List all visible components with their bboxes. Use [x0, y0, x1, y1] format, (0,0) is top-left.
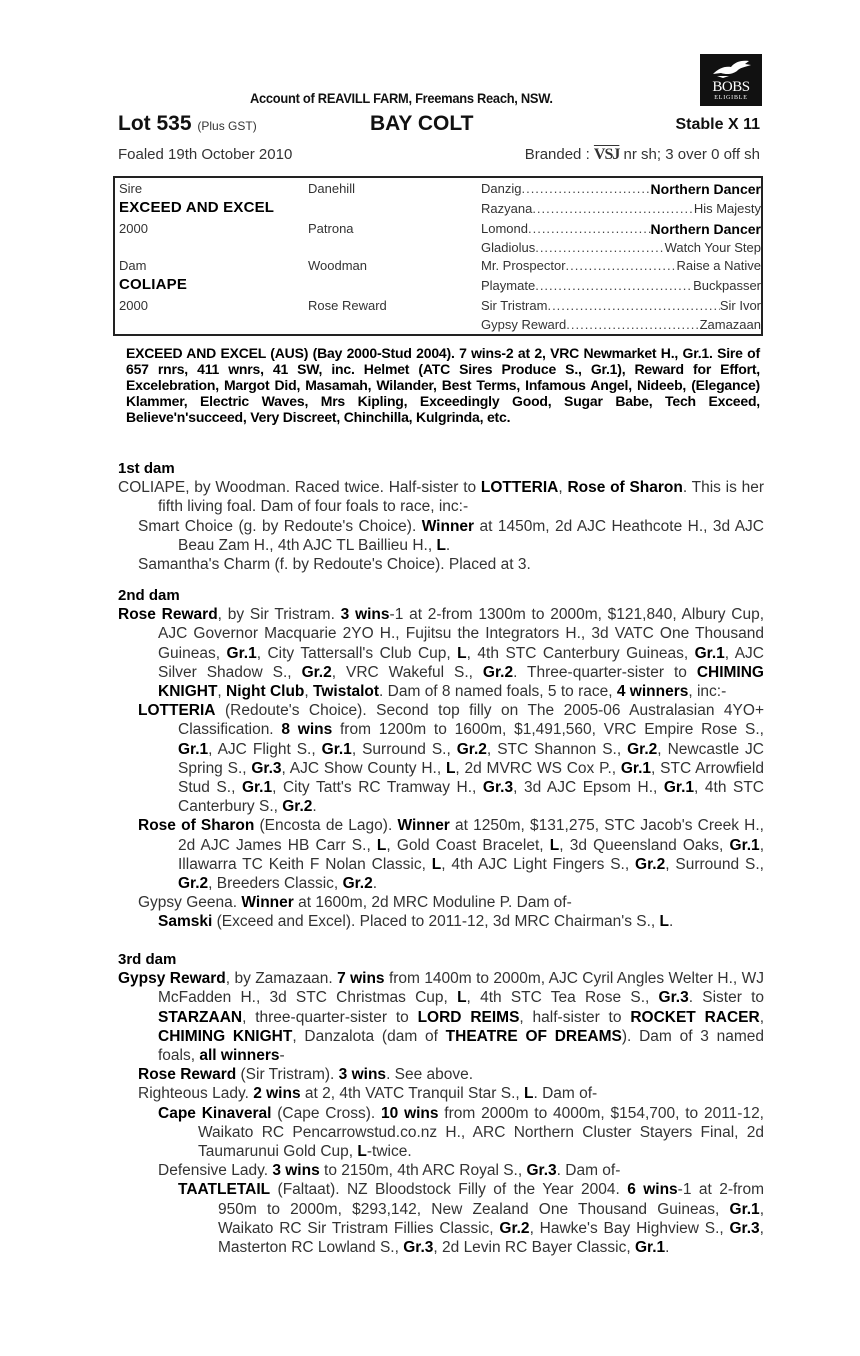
dam-sire: Woodman — [308, 258, 368, 273]
grandparent-row — [481, 317, 761, 332]
section-body — [118, 478, 764, 574]
grandparent-row — [481, 221, 761, 237]
pedigree-paragraph: COLIAPE, by Woodman. Raced twice. Half-sister to LOTTERIA, Rose of Sharon. This is her fifth living foal. Dam of four foals to race, inc:- — [118, 479, 764, 516]
pedigree-paragraph: Rose Reward, by Sir Tristram. 3 wins-1 at 2-from 1300m to 2000m, $121,840, Albury Cup, AJC Governor Macquarie 2YO H., Fujitsu the Integrators H., 3d VATC One Thousand Guineas, Gr.1, City Tattersall's Club Cup, L, 4th STC Canterbury Guineas, Gr.1, AJC Silver Shadow S., Gr.2, VRC Wakeful S., Gr.2. Three-quarter-sister to CHIMING KNIGHT, Night Club, Twistalot. Dam of 8 named foals, 5 to race, 4 winners, inc:- — [118, 606, 764, 701]
grandparent-row — [481, 240, 761, 255]
grandparent-name: Gladiolus — [481, 240, 536, 255]
grandparent-name: Lomond — [481, 221, 528, 236]
logo-subtitle: ELIGIBLE — [714, 95, 748, 101]
pedigree-paragraph: Samski (Exceed and Excel). Placed to 2011-12, 3d MRC Chairman's S., L. — [158, 913, 674, 931]
section-heading: 2nd dam — [118, 587, 180, 604]
grandparent-row — [481, 298, 761, 313]
pedigree-paragraph: TAATLETAIL (Faltaat). NZ Bloodstock Filly of the Year 2004. 6 wins-1 at 2-from 950m to 2000m, $293,142, New Zealand One Thousand Guineas, Gr.1, Waikato RC Sir Tristram Fillies Classic, Gr.2, Hawke's Bay Highview S., Gr.3, Masterton RC Lowland S., Gr.3, 2d Levin RC Bayer Classic, Gr.1. — [178, 1181, 764, 1257]
logo-title: BOBS — [712, 79, 750, 95]
vendor-account: Account of REAVILL FARM, Freemans Reach, NSW. — [250, 90, 553, 106]
great-grandsire: Buckpasser — [693, 278, 761, 293]
section-body — [118, 605, 764, 931]
section-1st-dam — [118, 459, 764, 574]
pedigree-table — [113, 176, 763, 336]
grandparent-row — [481, 258, 761, 273]
great-grandsire: Raise a Native — [676, 258, 761, 273]
sire-sire: Danehill — [308, 181, 355, 196]
pedigree-paragraph: Rose Reward (Sir Tristram). 3 wins. See above. — [138, 1066, 474, 1084]
lot-label: Lot 535 — [118, 112, 192, 135]
dam-dam: Rose Reward — [308, 298, 387, 313]
horse-head-icon — [709, 58, 753, 80]
section-3rd-dam — [118, 950, 764, 1257]
grandparent-row — [481, 181, 761, 197]
pedigree-paragraph: Samantha's Charm (f. by Redoute's Choice). Placed at 3. — [138, 556, 531, 574]
sire-label: Sire — [119, 181, 143, 196]
sire-name: EXCEED AND EXCEL — [119, 199, 275, 216]
branded-label: Branded : — [524, 146, 590, 163]
pedigree-paragraph: Righteous Lady. 2 wins at 2, 4th VATC Tranquil Star S., L. Dam of- — [138, 1085, 598, 1103]
section-heading: 1st dam — [118, 460, 175, 477]
grandparent-name: Gypsy Reward — [481, 317, 567, 332]
stable-location: Stable X 11 — [675, 116, 760, 133]
dam-label: Dam — [119, 258, 147, 273]
dam-year: 2000 — [119, 298, 148, 313]
sire-dam: Patrona — [308, 221, 354, 236]
pedigree-paragraph: Defensive Lady. 3 wins to 2150m, 4th ARC Royal S., Gr.3. Dam of- — [158, 1162, 621, 1180]
grandparent-row — [481, 201, 761, 216]
branded-detail: nr sh; 3 over 0 off sh — [623, 146, 760, 163]
foaled-row — [118, 146, 764, 166]
great-grandsire: His Majesty — [693, 201, 761, 216]
bobs-eligible-logo — [700, 54, 762, 106]
grandparent-name: Sir Tristram — [481, 298, 548, 313]
sire-description: EXCEED AND EXCEL (AUS) (Bay 2000-Stud 2004). 7 wins-2 at 2, VRC Newmarket H., Gr.1. Sire of 657 rnrs, 411 wnrs, 41 SW, inc. Helmet (ATC Sires Produce S., Gr.1), Reward for Effort, Excelebration, Margot Did, Masamah, Wilander, Best Terms, Infamous Angel, Nideeb, (Elegance) Klammer, Electric Waves, Mrs Kipling, Exceedingly Good, Sugar Babe, Tech Exceed, Believe'n'succeed, Very Discreet, Chinchilla, Kulgrinda, etc. — [126, 345, 760, 425]
great-grandsire: Sir Ivor — [719, 298, 761, 313]
lot-row — [118, 112, 764, 140]
section-body — [118, 969, 764, 1257]
pedigree-paragraph: Gypsy Geena. Winner at 1600m, 2d MRC Moduline P. Dam of- — [138, 894, 572, 912]
grandparent-name: Razyana — [481, 201, 533, 216]
gst-note: (Plus GST) — [197, 119, 257, 133]
sire-year: 2000 — [119, 221, 148, 236]
grandparent-name: Danzig — [481, 181, 522, 196]
pedigree-paragraph: Gypsy Reward, by Zamazaan. 7 wins from 1400m to 2000m, AJC Cyril Angles Welter H., WJ McFadden H., 3d STC Christmas Cup, L, 4th STC Tea Rose S., Gr.3. Sister to STARZAAN, three-quarter-sister to LORD REIMS, half-sister to ROCKET RACER, CHIMING KNIGHT, Danzalota (dam of THEATRE OF DREAMS). Dam of 3 named foals, all winners- — [118, 970, 765, 1065]
section-2nd-dam — [118, 586, 764, 932]
great-grandsire: Zamazaan — [699, 317, 761, 332]
grandparent-name: Mr. Prospector — [481, 258, 566, 273]
section-heading: 3rd dam — [118, 951, 177, 968]
pedigree-paragraph: Smart Choice (g. by Redoute's Choice). Winner at 1450m, 2d AJC Heathcote H., 3d AJC Beau Zam H., 4th AJC TL Baillieu H., L. — [138, 517, 764, 554]
branded-info — [525, 146, 760, 164]
great-grandsire: Watch Your Step — [664, 240, 761, 255]
lot-number — [118, 112, 257, 136]
grandparent-row — [481, 278, 761, 293]
brand-mark-icon: $\overline{VSJ}$ — [593, 146, 620, 163]
foaled-date: Foaled 19th October 2010 — [118, 146, 293, 163]
great-grandsire: Northern Dancer — [650, 181, 761, 197]
grandparent-name: Playmate — [481, 278, 536, 293]
dam-name: COLIAPE — [119, 276, 188, 293]
horse-description: BAY COLT — [370, 112, 474, 135]
pedigree-paragraph: Cape Kinaveral (Cape Cross). 10 wins from 2000m to 4000m, $154,700, to 2011-12, Waikato RC Pencarrowstud.co.nz H., ARC Northern Cluster Stayers Final, 2d Taumarunui Gold Cup, L-twice. — [158, 1104, 764, 1161]
great-grandsire: Northern Dancer — [650, 221, 761, 237]
pedigree-paragraph: LOTTERIA (Redoute's Choice). Second top filly on The 2005-06 Australasian 4YO+ Classification. 8 wins from 1200m to 1600m, $1,491,560, VRC Empire Rose S., Gr.1, AJC Flight S., Gr.1, Surround S., Gr.2, STC Shannon S., Gr.2, Newcastle JC Spring S., Gr.3, AJC Show County H., L, 2d MVRC WS Cox P., Gr.1, STC Arrowfield Stud S., Gr.1, City Tatt's RC Tramway H., Gr.3, 3d AJC Epsom H., Gr.1, 4th STC Canterbury S., Gr.2. — [138, 702, 765, 816]
pedigree-paragraph: Rose of Sharon (Encosta de Lago). Winner at 1250m, $131,275, STC Jacob's Creek H., 2d AJC James HB Carr S., L, Gold Coast Bracelet, L, 3d Queensland Oaks, Gr.1, Illawarra TC Keith F Nolan Classic, L, 4th AJC Light Fingers S., Gr.2, Surround S., Gr.2, Breeders Classic, Gr.2. — [138, 817, 764, 893]
